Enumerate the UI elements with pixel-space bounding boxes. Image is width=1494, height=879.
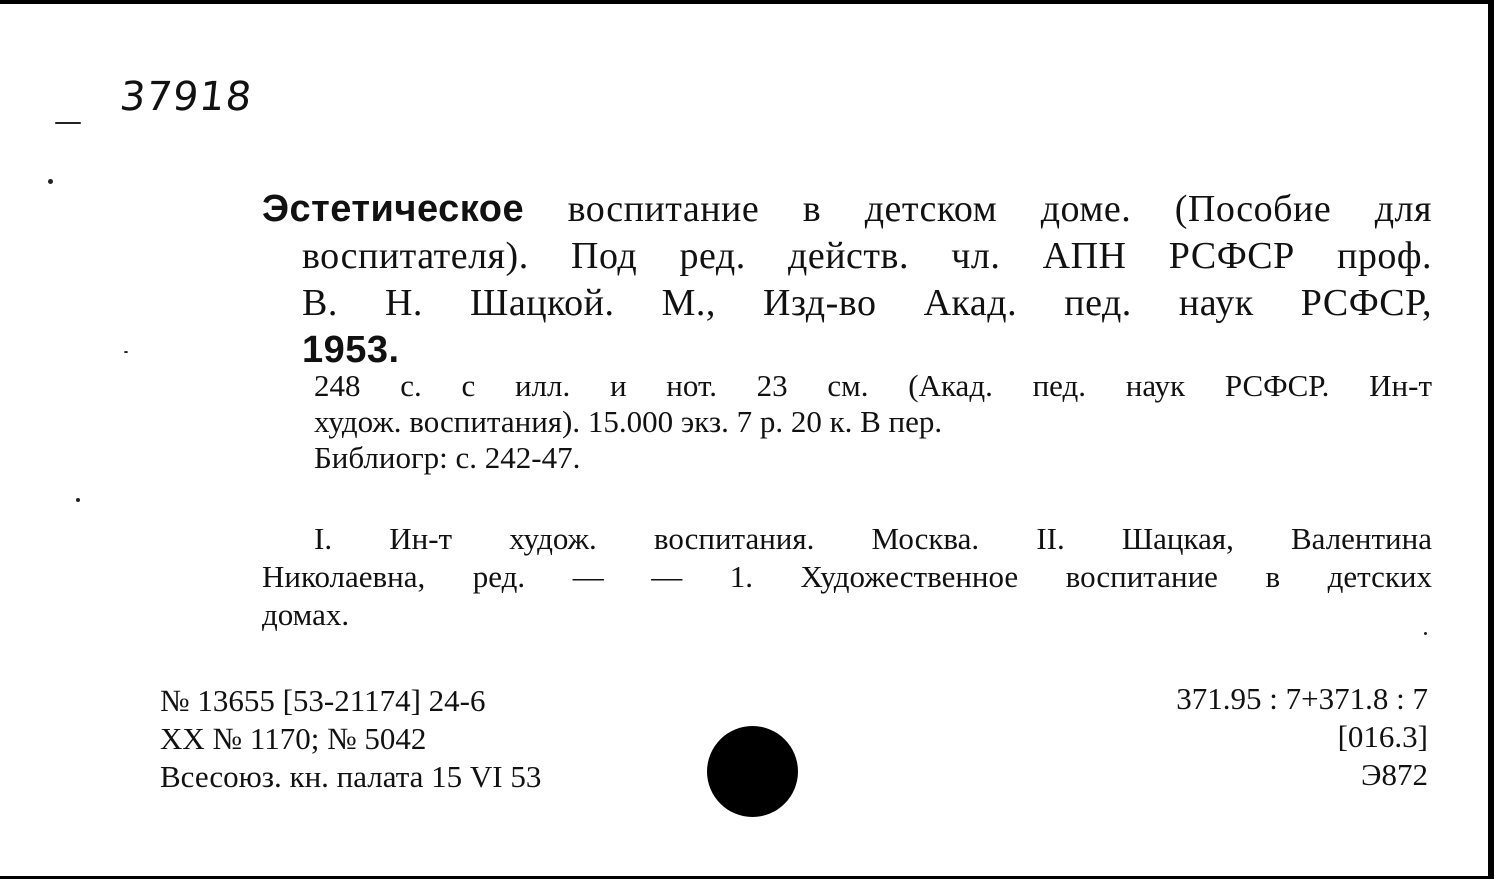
ink-speck <box>76 498 80 502</box>
title-line-1-rest: воспитание в детском доме. (Пособие для <box>524 188 1432 230</box>
ink-speck <box>48 179 53 184</box>
classification-line-3: Э872 <box>1361 757 1428 792</box>
subjects-line-1: I. Ин-т худож. воспитания. Москва. II. Шацкая, Валентина <box>314 521 1432 556</box>
description-line-3: Библиогр: с. 242-47. <box>314 440 581 475</box>
ink-speck <box>55 122 81 124</box>
registration-line-1: № 13655 [53-21174] 24-6 <box>160 683 486 718</box>
registration-line-3: Всесоюз. кн. палата 15 VI 53 <box>160 759 542 794</box>
classification-line-1: 371.95 : 7+371.8 : 7 <box>1176 681 1428 716</box>
classification-line-2: [016.3] <box>1337 719 1428 754</box>
title-bold-word: Эстетическое <box>262 188 525 230</box>
title-line-2: воспитателя). Под ред. действ. чл. АПН РСФСР проф. <box>302 235 1432 277</box>
description-block <box>314 368 1432 476</box>
registration-info <box>160 682 541 796</box>
description-line-2: худож. воспитания). 15.000 экз. 7 р. 20 к. В пер. <box>314 404 943 439</box>
description-line-1: 248 с. с илл. и нот. 23 см. (Акад. пед. наук РСФСР. Ин-т <box>314 368 1432 403</box>
title-line-1 <box>262 186 1432 233</box>
subjects-line-2: Николаевна, ред. — — 1. Художественное воспитание в детских <box>262 559 1432 594</box>
title-line-3: В. Н. Шацкой. М., Изд-во Акад. пед. наук РСФСР, <box>302 282 1432 324</box>
subjects-line-3: домах. <box>262 597 350 632</box>
ink-speck <box>124 351 128 353</box>
handwritten-number: 37918 <box>117 74 255 120</box>
punch-hole <box>707 726 798 817</box>
classification-codes <box>1176 680 1428 794</box>
registration-line-2: ХХ № 1170; № 5042 <box>160 721 427 756</box>
publication-year: 1953. <box>302 329 400 371</box>
title-block <box>262 186 1432 374</box>
subjects-block <box>262 520 1432 634</box>
